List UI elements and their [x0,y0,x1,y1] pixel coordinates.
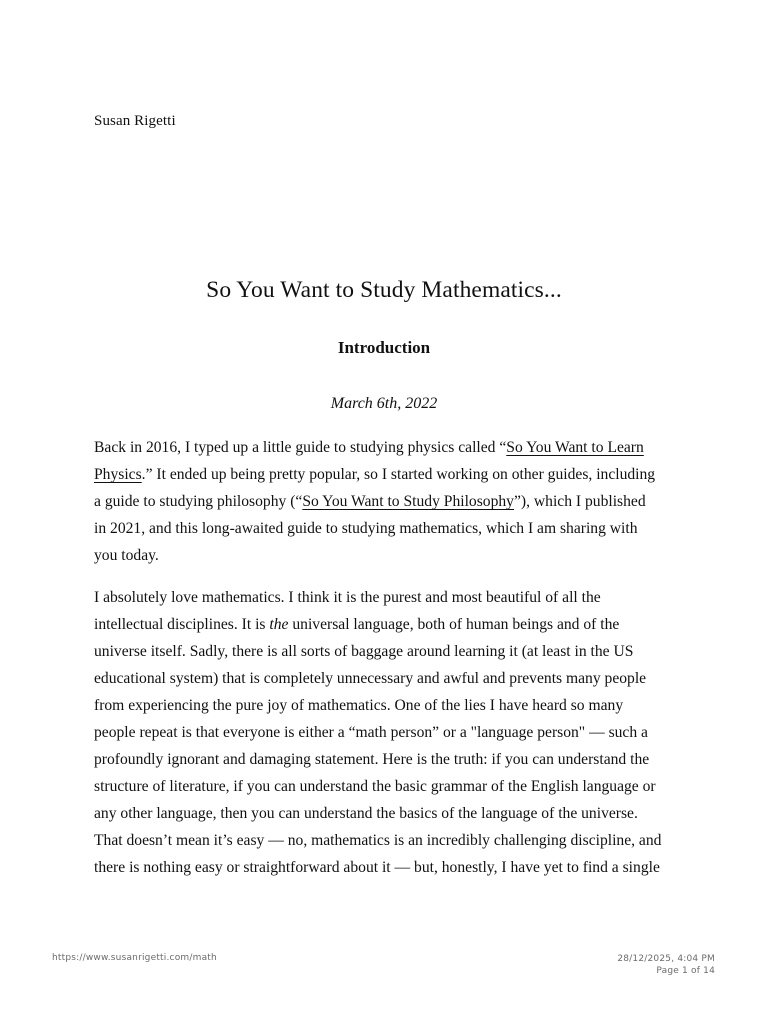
section-heading: Introduction [337,338,431,357]
footer-page-number: Page 1 of 14 [656,966,715,976]
text-segment: universal language, both of human beings and of the [288,616,620,633]
footer-datetime: 28/12/2025, 4:04 PM [617,954,715,964]
text-line: profoundly ignorant and damaging statement. Here is the truth: if you can understand the [94,751,650,768]
text-line: structure of literature, if you can understand the basic grammar of the English language or [94,778,656,795]
footer-meta [617,953,715,977]
text-segment: .” It ended up being pretty popular, so I started working on other guides, including [141,466,656,483]
text-line: educational system) that is completely unnecessary and awful and prevents many people [94,670,647,687]
article-body [94,434,684,896]
text-line [94,461,684,488]
text-line: any other language, then you can understand the basics of the language of the universe. [94,805,638,822]
text-line: from experiencing the pure joy of mathematics. One of the lies I have heard so many [94,697,624,714]
page-title: So You Want to Study Mathematics... [206,277,562,303]
text-segment: a guide to studying philosophy (“ [94,493,303,510]
link-learn-physics-cont[interactable]: Physics [94,466,142,483]
link-learn-physics[interactable]: So You Want to Learn [506,439,644,456]
text-segment: intellectual disciplines. It is [94,616,270,633]
link-study-philosophy[interactable]: So You Want to Study Philosophy [302,493,514,510]
paragraph-2 [94,584,684,881]
text-line: there is nothing easy or straightforward about it — but, honestly, I have yet to find a single [94,859,660,876]
text-line: That doesn’t mean it’s easy — no, mathematics is an incredibly challenging discipline, and [94,832,662,849]
paragraph-1 [94,434,684,569]
publish-date: March 6th, 2022 [330,395,438,412]
text-line: in 2021, and this long-awaited guide to studying mathematics, which I am sharing with [94,520,638,537]
text-line: people repeat is that everyone is either a “math person” or a "language person" — such a [94,724,648,741]
text-line [94,611,684,638]
text-line: universe itself. Sadly, there is all sorts of baggage around learning it (at least in the US [94,643,634,660]
site-name[interactable]: Susan Rigetti [94,113,176,129]
text-line: you today. [94,547,159,564]
text-segment: Back in 2016, I typed up a little guide to studying physics called “ [94,439,507,456]
text-line: I absolutely love mathematics. I think it is the purest and most beautiful of all the [94,589,601,606]
text-line [94,488,684,515]
emphasis-text: the [269,616,289,633]
text-segment: ”), which I published [513,493,646,510]
footer-url: https://www.susanrigetti.com/math [52,953,217,963]
text-line [94,434,684,461]
